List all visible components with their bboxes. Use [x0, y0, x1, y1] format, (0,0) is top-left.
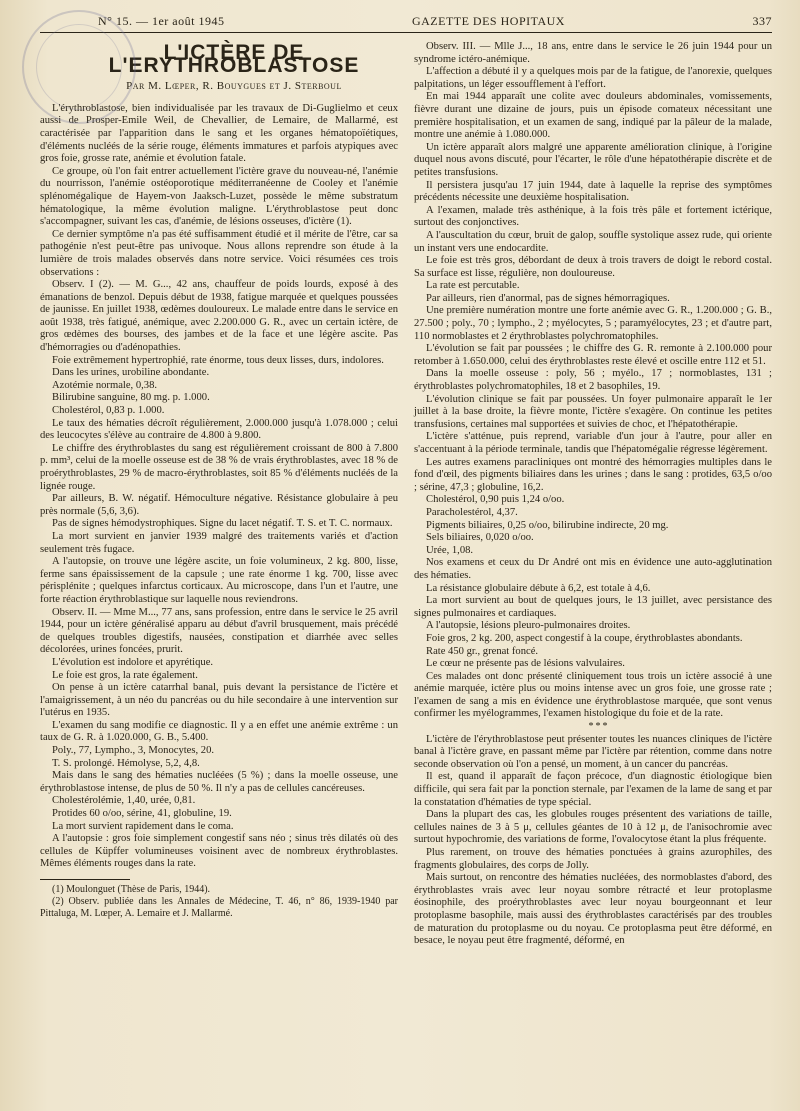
- article-title: L'ICTÈRE DE L'ERYTHROBLASTOSE: [108, 41, 360, 77]
- paragraph: L'évolution clinique se fait par poussées. Un foyer pulmonaire apparaît le 1er juillet à la base droite, la fièvre monte, l'ictère s'exagère. On continue les petites transfusions, certaines mal supportées et suivies de choc, et l'hépatothérapie.: [414, 393, 772, 430]
- paragraph: L'ictère s'atténue, puis reprend, variable d'un jour à l'autre, pour aller en s'accentuant à la période terminale, tandis que l'hépatomégalie régresse légèrement.: [414, 431, 772, 455]
- section-ornament: ***: [588, 721, 610, 733]
- paragraph: Il est, quand il apparaît de façon précoce, d'un diagnostic étiologique bien difficile, qui sera fait par la ponction sternale, par l'examen de la lame de sang et par la constatation d'hématies de type spécial.: [414, 771, 772, 808]
- paragraph: Dans les urines, urobiline abondante.: [52, 367, 210, 379]
- running-head: [40, 14, 772, 33]
- right-column-body: [414, 41, 772, 948]
- paragraph: L'évolution est indolore et apyrétique.: [52, 656, 214, 668]
- paragraph: L'ictère de l'érythroblastose peut présenter toutes les nuances cliniques de l'ictère banal à l'ictère grave, en passant même par l'ictère par rétention, comme dans notre seconde observation où l'on a pensé, un moment, à un cancer du pancréas.: [414, 733, 772, 770]
- paragraph: Cholestérolémie, 1,40, urée, 0,81.: [52, 795, 196, 807]
- paragraph: Cholestérol, 0,83 p. 1.000.: [52, 405, 165, 417]
- paragraph: La mort survient au bout de quelques jours, le 13 juillet, avec persistance des signes pulmonaires et cardiaques.: [414, 595, 772, 619]
- footnotes: [40, 884, 398, 920]
- paragraph: A l'autopsie, on trouve une légère ascite, un foie volumineux, 2 kg. 800, lisse, ferme sans épaississement de la capsule ; une rate énorme 1 kg. 700, lisse avec périsplénite ; quelques infarctus corticaux. Au microscope, dans l'un et l'autre, une forte réaction érythroblastique sur laquelle nous reviendrons.: [40, 556, 398, 605]
- paragraph: Le taux des hématies décroît régulièrement, 2.000.000 jusqu'à 1.078.000 ; celui des leucocytes s'élève au contraire de 4.800 à 9.800.: [40, 417, 398, 442]
- paragraph: Un ictère apparaît alors malgré une apparente amélioration clinique, à l'origine duquel nous avons discuté, pour l'écarter, le rôle d'une hépatothérapie discrète et de petites transfusions.: [414, 141, 772, 178]
- paragraph: A l'autopsie : gros foie simplement congestif sans néo ; sinus très dilatés où des cellules de Küpffer volumineuses voisinent avec de nombreux érythroblastes. Mêmes éléments rouges dans la rate.: [40, 833, 398, 870]
- paragraph: Dans la moelle osseuse : poly, 56 ; myélo., 17 ; normoblastes, 131 ; érythroblastes polychromatophiles, 18 et 2 basophiles, 19.: [414, 368, 772, 393]
- left-column-body: [40, 103, 398, 871]
- footnote-rule: [40, 879, 130, 880]
- paragraph: Protides 60 o/oo, sérine, 41, globuline, 19.: [52, 808, 232, 820]
- paragraph: Azotémie normale, 0,38.: [52, 379, 158, 391]
- paragraph: La rate est percutable.: [426, 280, 520, 292]
- footnote: (1) Moulonguet (Thèse de Paris, 1944).: [52, 884, 211, 895]
- right-column: [414, 41, 772, 948]
- paragraph: Le cœur ne présente pas de lésions valvulaires.: [426, 658, 625, 670]
- paragraph: Bilirubine sanguine, 80 mg. p. 1.000.: [52, 392, 210, 404]
- paragraph: On pense à un ictère catarrhal banal, puis devant la persistance de l'ictère et l'amaigrissement, à un néo du pancréas ou du hile secondaire à une intervention sur l'utérus en 1935.: [40, 682, 398, 719]
- paragraph: T. S. prolongé. Hémolyse, 5,2, 4,8.: [52, 757, 200, 769]
- page-number: 337: [752, 14, 772, 28]
- paragraph: Observ. II. — Mme M..., 77 ans, sans profession, entre dans le service le 25 avril 1944, pour un ictère généralisé apparu au début d'avril brusquement, mais précédé de quelques troubles digestifs, nausées, constipation et diarrhée avec selles décolorées, urines foncées, prurit.: [40, 606, 398, 656]
- paragraph: Par ailleurs, rien d'anormal, pas de signes hémorragiques.: [426, 292, 670, 304]
- paragraph: A l'autopsie, lésions pleuro-pulmonaires droites.: [426, 620, 631, 632]
- paragraph: Cholestérol, 0,90 puis 1,24 o/oo.: [426, 494, 565, 506]
- paragraph: Le chiffre des érythroblastes du sang est régulièrement croissant de 800 à 7.800 p. mm³, celui de la moelle osseuse est de 38 % de vrais érythroblastes, avec 18 % de proérythroblastes, 29 % de macro-érythroblastes, soit 85 % d'éléments nucléés de la lignée rouge.: [40, 442, 398, 492]
- paragraph: Le foie est très gros, débordant de deux à trois travers de doigt le rebord costal. Sa surface est lisse, régulière, non douloureuse.: [414, 255, 772, 279]
- issue-date: N° 15. — 1er août 1945: [98, 14, 225, 28]
- paragraph: Foie gros, 2 kg. 200, aspect congestif à la coupe, érythroblastes abondants.: [426, 632, 743, 644]
- paragraph: Ce dernier symptôme n'a pas été suffisamment étudié et il mérite de l'être, car sa pathogénie n'est peut-être pas univoque. Nous allons reprendre son étude à la lumière de trois malades observés dans notre service. Voici résumées ces trois observations :: [40, 228, 398, 278]
- paragraph: La mort survient en janvier 1939 malgré des traitements variés et d'action seulement très fugace.: [40, 530, 398, 555]
- paragraph: Paracholestérol, 4,37.: [426, 506, 518, 518]
- paragraph: Pas de signes hémodystrophiques. Signe du lacet négatif. T. S. et T. C. normaux.: [52, 518, 393, 530]
- paragraph: Observ. III. — Mlle J..., 18 ans, entre dans le service le 26 juin 1944 pour un syndrome ictéro-anémique.: [414, 41, 772, 65]
- paragraph: L'affection a débuté il y a quelques mois par de la fatigue, de l'anorexie, quelques palpitations, un léger essoufflement à l'effort.: [414, 66, 772, 90]
- paragraph: La mort survient rapidement dans le coma.: [52, 820, 234, 832]
- paragraph: Ces malades ont donc présenté cliniquement tous trois un ictère associé à une anémie marquée, ictère plus ou moins intense avec un gros foie, une grosse rate ; l'examen de sang a mis en évidence une érythroblastose marquée, que sont venus confirmer les myélogrammes, l'examen histologique du foie et de la rate.: [414, 670, 772, 720]
- paragraph: Nos examens et ceux du Dr André ont mis en évidence une auto-agglutination des hématies.: [414, 557, 772, 581]
- paragraph: L'érythroblastose, bien individualisée par les travaux de Di-Guglielmo et ceux aussi de Prosper-Emile Weil, de Chevallier, de Lemaire, de Mallarmé, est caractérisée par l'apparition dans le sang et les organes hématopoïétiques, d'éléments nucléés de la série rouge, éléments immatures et parfois atypiques avec gros foie, grosse rate, anémie et évolution fatale.: [40, 102, 398, 165]
- paragraph: Poly., 77, Lympho., 3, Monocytes, 20.: [52, 745, 215, 757]
- paragraph: A l'auscultation du cœur, bruit de galop, souffle systolique assez rude, qui oriente un instant vers une endocardite.: [414, 229, 772, 254]
- paragraph: L'évolution se fait par poussées ; le chiffre des G. R. remonte à 2.100.000 pour retomber à 1.650.000, celui des érythroblastes reste élevé et oscille entre 112 et 51.: [414, 343, 772, 367]
- paragraph: Urée, 1,08.: [426, 544, 474, 556]
- journal-name: GAZETTE DES HOPITAUX: [411, 14, 565, 28]
- paragraph: L'examen du sang modifie ce diagnostic. Il y a en effet une anémie extrême : un taux de G. R. à 1.020.000, G. B., 5.400.: [40, 719, 398, 744]
- paragraph: Sels biliaires, 0,020 o/oo.: [426, 532, 534, 544]
- paragraph: Plus rarement, on trouve des hématies ponctuées à grains azurophiles, des fragments globulaires, des corps de Jolly.: [414, 847, 772, 871]
- paragraph: Mais dans le sang des hématies nucléées (5 %) ; dans la moelle osseuse, une érythroblastose intense, de plus de 50 %. Il n'y a pas de cellules cancéreuses.: [40, 770, 398, 794]
- paragraph: Pigments biliaires, 0,25 o/oo, bilirubine indirecte, 20 mg.: [426, 519, 669, 531]
- paragraph: A l'examen, malade très asthénique, à la fois très pâle et fortement ictérique, surtout des conjonctives.: [414, 204, 772, 229]
- paragraph: Les autres examens paracliniques ont montré des hémorragies multiples dans le fond d'œil, des pigments biliaires dans les urines ; dans le sang : protides, 63,5 o/oo ; sérine, 47,3 ; globuline, 16,2.: [414, 456, 772, 493]
- article-heading: [70, 41, 398, 93]
- paragraph: Rate 450 gr., grenat foncé.: [426, 645, 539, 657]
- paragraph: Le foie est gros, la rate également.: [52, 669, 198, 681]
- paragraph: Il persistera jusqu'au 17 juin 1944, date à laquelle la reprise des symptômes précédents nécessite une deuxième hospitalisation.: [414, 179, 772, 204]
- paragraph: Ce groupe, où l'on fait entrer actuellement l'ictère grave du nouveau-né, l'anémie du nourrisson, l'anémie ostéoporotique méditerranéenne de Cooley et l'anémie splénomégalique de Hayem-von Jaaksch-Luzet, possède le même substratum hématologique, la même évolution maligne. L'érythroblastose peut donc s'accompagner, suivant les cas, d'anémie, de lésions osseuses, d'ictère (1).: [40, 165, 398, 228]
- footnote: (2) Observ. publiée dans les Annales de Médecine, T. 46, n° 86, 1939-1940 par Pittaluga, M. Lœper, A. Lemaire et J. Mallarmé.: [40, 896, 398, 919]
- left-column: [40, 41, 398, 948]
- article-authors: Par M. Lœper, R. Bouygues et J. Sterboul: [126, 80, 342, 93]
- paragraph: En mai 1944 apparaît une colite avec douleurs abdominales, vomissements, fièvre durant une dizaine de jours, puis un épisode comateux nécessitant une première hospitalisation, et un examen de sang, indiqué par la pâleur de la malade, montre une anémie à 1.080.000.: [414, 91, 772, 141]
- paragraph: La résistance globulaire débute à 6,2, est totale à 4,6.: [426, 582, 651, 594]
- paragraph: Foie extrêmement hypertrophié, rate énorme, tous deux lisses, durs, indolores.: [52, 354, 384, 366]
- paragraph: Par ailleurs, B. W. négatif. Hémoculture négative. Résistance globulaire à peu près normale (5,6, 3,6).: [40, 493, 398, 517]
- text-columns: [40, 41, 772, 948]
- paragraph: Observ. I (2). — M. G..., 42 ans, chauffeur de poids lourds, exposé à des émanations de benzol. Depuis début de 1938, fatigue marquée et quelques poussées de jaunisse. En juillet 1938, œdèmes douloureux. Le malade entre dans le service en août 1938, très fatigué, anémique, avec 2.200.000 G. R., avec un certain ictère, de gros œdèmes des bourses, des jambes et de la face et une légère ascite. Pas d'hémorragies ou d'adénopathies.: [40, 279, 398, 354]
- paragraph: Une première numération montre une forte anémie avec G. R., 1.200.000 ; G. B., 27.500 ; poly., 70 ; lympho., 2 ; myélocytes, 5 ; paramyélocytes, 23 ; et d'autre part, 110 normoblastes et 2 érythroblastes polychromatophiles.: [414, 305, 772, 342]
- paragraph: Mais surtout, on rencontre des hématies nucléées, des normoblastes d'abord, des érythroblastes vrais avec leur noyau sombre rétracté et leur protoplasme éosinophile, des proérythroblastes avec leur noyau bourgeonnant et leur protoplasme basophile, mais aussi des érythroblastes caractérisés par des troubles de maturation du protoplasme ou du noyau. Ce protoplasma peut être déformé, en besace, le noyau peut être fragmenté, déformé, en: [414, 872, 772, 947]
- paragraph: Dans la plupart des cas, les globules rouges présentent des variations de taille, cellules naines de 3 à 5 μ, cellules géantes de 10 à 12 μ, de l'anisochromie avec surtout hypochromie, des variations de forme, l'ovalocytose étant la plus fréquente.: [414, 809, 772, 846]
